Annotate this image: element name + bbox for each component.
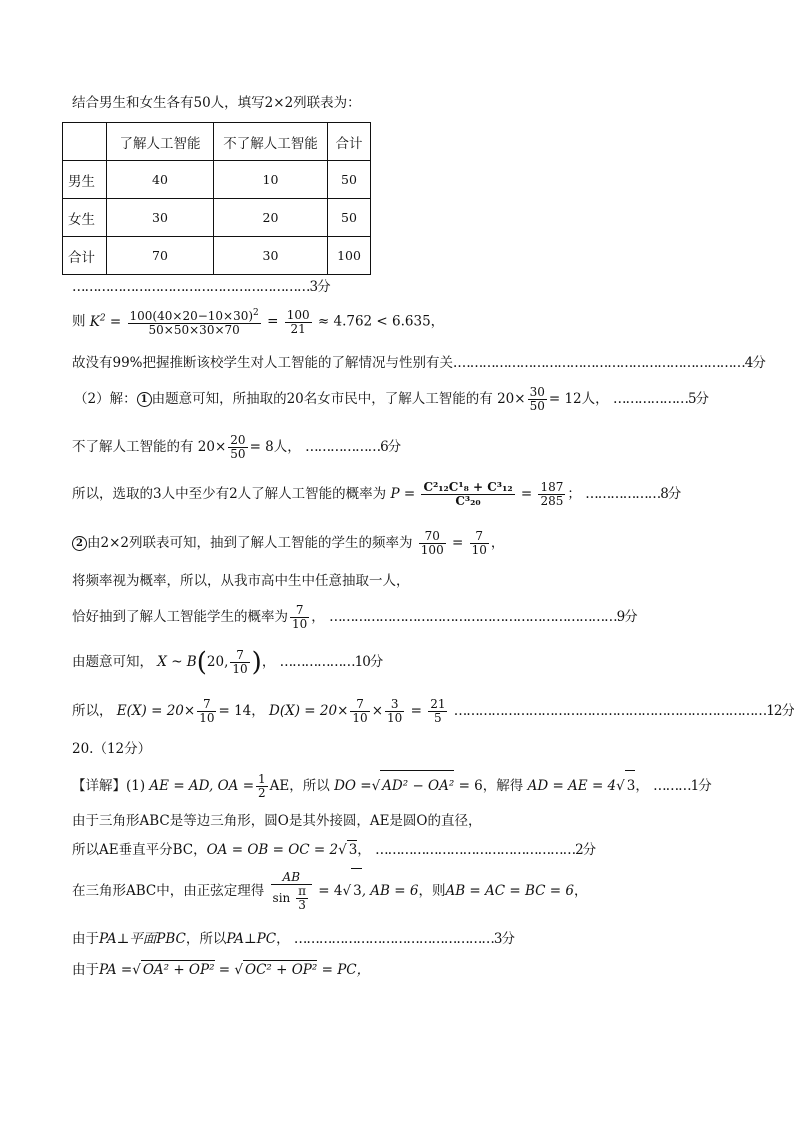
expr-tail: ， bbox=[261, 654, 276, 670]
table-cell: 50 bbox=[328, 199, 371, 237]
k2-fraction-2 bbox=[285, 309, 312, 336]
table-cell: 20 bbox=[214, 199, 328, 237]
line-6 bbox=[72, 478, 680, 510]
score-marker: ………………6分 bbox=[305, 439, 401, 455]
table-cell: 女生 bbox=[63, 199, 107, 237]
fraction: $\frac{70}{100}$ bbox=[420, 529, 444, 557]
table-header-row bbox=[63, 123, 371, 161]
score-marker: …………………………………………………3分 bbox=[72, 279, 330, 295]
detail-line-5 bbox=[72, 930, 514, 948]
part2-line bbox=[74, 384, 708, 414]
table-cell: 70 bbox=[107, 237, 214, 275]
part2-text: 由题意可知，所抽取的20名女市民中，了解人工智能的有 bbox=[151, 391, 493, 407]
line-text: 由2×2列联表可知，抽到了解人工智能的学生的频率为 bbox=[87, 535, 413, 551]
line-10: 由题意可知， X ~ B(20, $\frac{7}{10}$ )， ………………10分 bbox=[72, 647, 383, 678]
line-text: 所以AE垂直平分BC， bbox=[72, 842, 207, 858]
line-text: 在三角形ABC中，由正弦定理得 bbox=[72, 883, 265, 899]
expr: = 6，解得 bbox=[458, 778, 524, 794]
table-header-cell: 了解人工智能 bbox=[107, 123, 214, 161]
fraction: $\frac{21}{5}$ bbox=[430, 697, 446, 725]
line-9 bbox=[72, 602, 637, 632]
expr: ， bbox=[635, 778, 649, 794]
expr: AE，所以 bbox=[269, 778, 330, 794]
score-marker: ………1分 bbox=[653, 778, 711, 794]
table-cell: 男生 bbox=[63, 161, 107, 199]
score-marker: …………………………………………3分 bbox=[293, 931, 514, 947]
detail-line-6: 由于PA =√ OA² + OP² = √ OC² + OP² = PC， bbox=[72, 962, 371, 978]
fraction: $\frac{7}{10}$ bbox=[471, 529, 487, 557]
table-cell: 100 bbox=[328, 237, 371, 275]
sqrt-expr: OA² + OP² bbox=[142, 962, 215, 978]
expr: X ~ B bbox=[157, 654, 197, 670]
expr: E(X) = 20× bbox=[116, 703, 196, 719]
expr-tail: = 8人， bbox=[249, 439, 301, 455]
line-text: 不了解人工智能的有 bbox=[72, 439, 194, 455]
table-header-cell: 不了解人工智能 bbox=[214, 123, 328, 161]
expr-tail: ； bbox=[567, 486, 581, 502]
fraction: $\frac{7}{10}$ bbox=[232, 648, 248, 676]
k2-numerator: $100(40\times 20-10\times 30)^2$ bbox=[129, 308, 259, 323]
expr: 20× bbox=[497, 391, 526, 407]
line-text: 所以，选取的3人中至少有2人了解人工智能的概率为 bbox=[72, 486, 387, 502]
fraction: $\frac{30}{50}$ bbox=[529, 385, 545, 413]
line-text: 恰好抽到了解人工智能学生的概率为 bbox=[72, 609, 288, 625]
detail-label: 【详解】(1) bbox=[72, 778, 146, 794]
expr: 20, bbox=[206, 654, 229, 670]
contingency-table bbox=[62, 122, 371, 275]
expr: PA⊥平面 bbox=[99, 931, 157, 947]
detail-line-3: 所以AE垂直平分BC，OA = OB = OC = 2√ 3， …………………………………………2分 bbox=[72, 842, 596, 858]
fraction: $\frac{7}{10}$ bbox=[199, 697, 215, 725]
score-marker: ………………5分 bbox=[612, 391, 709, 407]
expr: AE = AD, OA = bbox=[149, 778, 255, 794]
k2-frac2-den: 21 bbox=[290, 321, 306, 336]
fraction: $\frac{3}{10}$ bbox=[387, 697, 403, 725]
detail-line-1: 【详解】(1) AE = AD, OA = $\frac{1}{2}$ AE，所以 DO =√ AD² − OA² = 6，解得 AD = AE = 4√ 3， ………1分 bbox=[72, 772, 711, 800]
expr: PA⊥PC bbox=[226, 931, 277, 947]
expr: = 4 bbox=[318, 883, 343, 899]
line-5 bbox=[72, 432, 400, 462]
expr: ， bbox=[357, 842, 371, 858]
k2-tail: ≈ 4.762 < 6.635， bbox=[317, 313, 445, 330]
score-marker: ………………10分 bbox=[279, 654, 383, 670]
expr: PA = bbox=[99, 962, 133, 978]
line-text: 由于 bbox=[72, 962, 99, 978]
table-cell: 50 bbox=[328, 161, 371, 199]
table-cell: 30 bbox=[214, 237, 328, 275]
sqrt-expr: AD² − OA² bbox=[380, 770, 454, 801]
table-header-cell: 合计 bbox=[328, 123, 371, 161]
line-11 bbox=[72, 696, 794, 726]
expr: ，所以 bbox=[185, 931, 227, 947]
table-cell: 合计 bbox=[63, 237, 107, 275]
expr-tail: = 12人， bbox=[548, 391, 609, 407]
fraction: $\frac{187}{285}$ bbox=[540, 480, 564, 508]
expr: = PC， bbox=[321, 962, 371, 978]
expr-tail: ， bbox=[311, 609, 325, 625]
expr: AD = AE = 4 bbox=[527, 778, 617, 794]
conclusion-text: 故没有99%把握推断该校学生对人工智能的了解情况与性别有关. bbox=[72, 355, 458, 371]
part2-label: （2）解： bbox=[74, 391, 137, 407]
conclusion-line bbox=[72, 354, 765, 372]
expr: 20× bbox=[197, 439, 227, 455]
sqrt-expr: 3 bbox=[348, 842, 358, 858]
expr: = bbox=[410, 703, 422, 719]
table-cell: 10 bbox=[214, 161, 328, 199]
circled-two-icon: 2 bbox=[72, 536, 87, 551]
k2-denominator: 50×50×30×70 bbox=[148, 323, 240, 337]
table-cell: 40 bbox=[107, 161, 214, 199]
table-row bbox=[63, 199, 371, 237]
table-row bbox=[63, 237, 371, 275]
k2-line: 则 $K^2$ = $\frac{100(40\times 20-10\times 30)^2}{50\times 50\times 30\times 70}$ = $\frac{100}{21}$ ≈ 4.762 < 6.635， bbox=[72, 307, 445, 337]
expr: = bbox=[218, 962, 231, 978]
expr: PBC bbox=[156, 931, 186, 947]
probability-fraction: $\frac{\text{C²₁₂C¹₈ + C³₁₂}}{\text{C³₂₀}}$ bbox=[423, 480, 513, 508]
expr: OA = OB = OC = 2 bbox=[206, 842, 339, 858]
expr: = 14， bbox=[218, 703, 265, 719]
line-8: 将频率视为概率，所以，从我市高中生中任意抽取一人， bbox=[72, 573, 410, 589]
score-marker: ………………8分 bbox=[585, 486, 681, 502]
sqrt-expr: 3 bbox=[625, 770, 636, 801]
score-marker: ……………………………………………………………4分 bbox=[457, 355, 765, 371]
expr: = bbox=[520, 486, 533, 502]
fraction: $\frac{1}{2}$ bbox=[258, 772, 266, 800]
score-marker: …………………………………………………………………12分 bbox=[453, 703, 794, 719]
table-header-cell bbox=[63, 123, 107, 161]
sqrt-expr: OC² + OP² bbox=[245, 962, 318, 978]
fraction: $\frac{7}{10}$ bbox=[352, 697, 368, 725]
fraction: $\frac{7}{10}$ bbox=[292, 603, 308, 631]
expr: ， bbox=[276, 931, 290, 947]
expr: AB = AC = BC = 6 bbox=[445, 883, 574, 899]
expr: DO = bbox=[334, 778, 372, 794]
question-20-heading: 20.（12分） bbox=[72, 741, 152, 757]
expr-tail: ， bbox=[490, 535, 505, 551]
line-text: 所以， bbox=[72, 703, 113, 719]
expr: P = bbox=[390, 486, 416, 502]
fraction: $\frac{20}{50}$ bbox=[230, 433, 246, 461]
circled-one-icon: 1 bbox=[137, 392, 152, 407]
expr: ，则 bbox=[418, 883, 446, 899]
line-text: 由于 bbox=[72, 931, 99, 947]
k2-prefix: 则 bbox=[72, 313, 86, 330]
fraction: AB sin $\frac{\pi}{3}$ bbox=[271, 871, 312, 912]
expr: D(X) = 20× bbox=[269, 703, 349, 719]
detail-line-2: 由于三角形ABC是等边三角形，圆O是其外接圆，AE是圆O的直径， bbox=[72, 813, 482, 829]
sqrt-expr: 3 bbox=[351, 868, 362, 913]
intro-text: 结合男生和女生各有50人，填写2×2列联表为： bbox=[72, 95, 361, 111]
table-row bbox=[63, 161, 371, 199]
line-7: 2 由2×2列联表可知，抽到了解人工智能的学生的频率为 $\frac{70}{100}$ = $\frac{7}{10}$ ， bbox=[72, 528, 504, 558]
score-marker: ……………………………………………………………9分 bbox=[329, 609, 637, 625]
line-text: 由题意可知， bbox=[72, 654, 153, 670]
k2-frac2-num: 100 bbox=[286, 307, 310, 322]
expr: × bbox=[371, 703, 383, 719]
score-marker: …………………………………………2分 bbox=[375, 842, 596, 858]
k2-fraction bbox=[128, 307, 261, 337]
table-cell: 30 bbox=[107, 199, 214, 237]
expr: , AB = 6 bbox=[361, 883, 419, 899]
detail-line-4: 在三角形ABC中，由正弦定理得 AB sin $\frac{\pi}{3}$ = 4√ 3, AB = 6，则AB = AC = BC = 6， bbox=[72, 870, 588, 912]
expr: ， bbox=[573, 883, 588, 899]
